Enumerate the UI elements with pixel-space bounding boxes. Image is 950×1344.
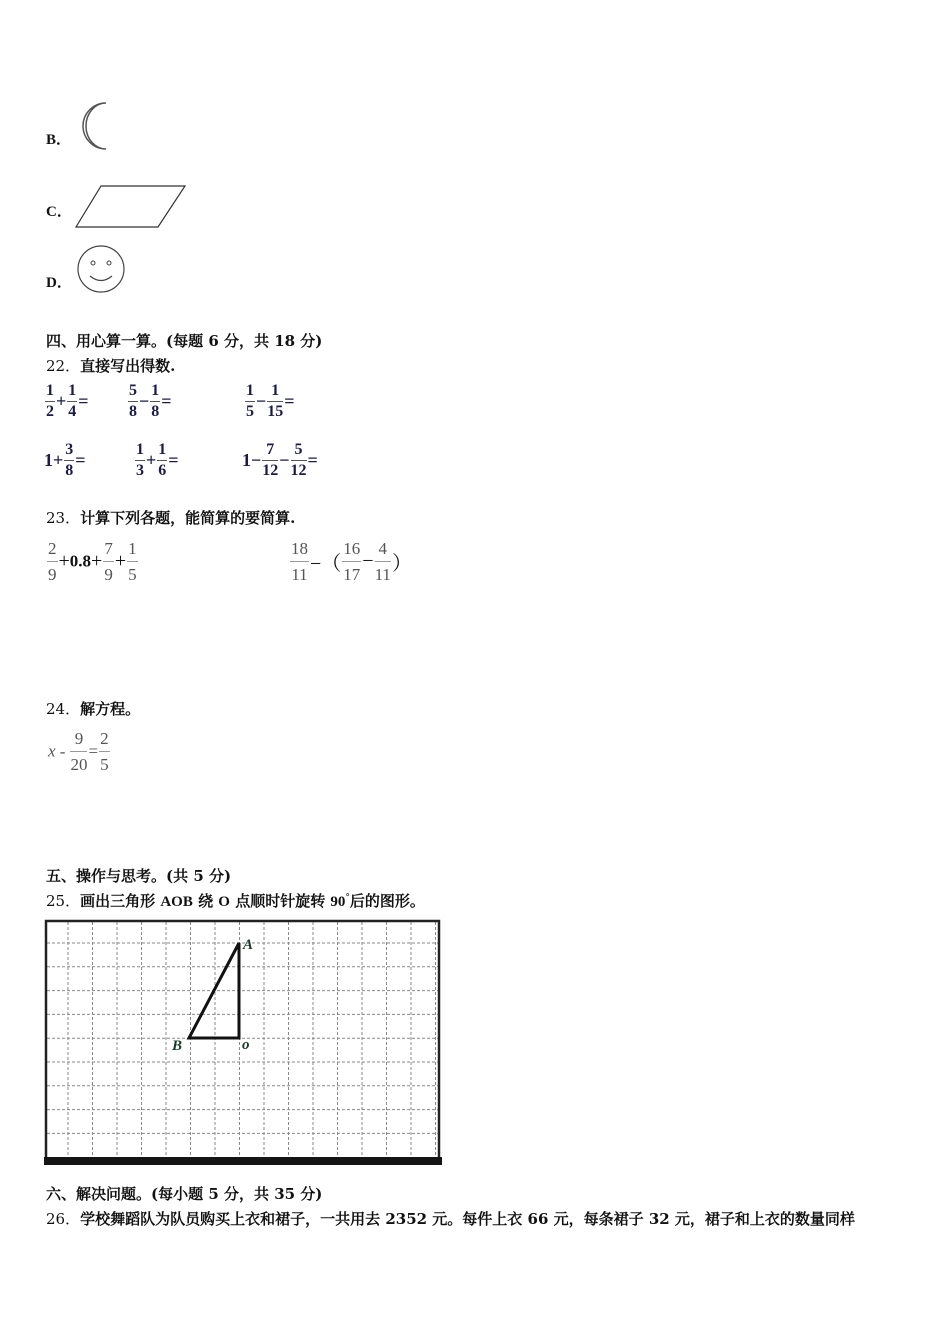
q22-expression-5: $\frac{1}{3}$ + $\frac{1}{6}$ = <box>136 441 179 479</box>
section-4-heading: 四、用心算一算。(每题 6 分，共 18 分) <box>46 332 323 350</box>
q22-expression-4: 1+ $\frac{3}{8}$ = <box>44 441 86 479</box>
moon-icon <box>74 100 114 152</box>
section-5-heading: 五、操作与思考。(共 5 分) <box>46 867 232 885</box>
question-title: 直接写出得数. <box>80 357 176 375</box>
q23-expression-1: $\frac{2}{9}$ +0.8+ $\frac{7}{9}$ + $\frac{1}{5}$ <box>48 539 137 584</box>
q22-expression-3: $\frac{1}{5}$ − $\frac{1}{15}$ = <box>246 382 295 420</box>
q22-expression-6: 1− $\frac{7}{12}$ − $\frac{5}{12}$ = <box>242 441 318 479</box>
q23-expression-2: $\frac{18}{11}$ −（ $\frac{16}{17}$ − $\frac{4}{11}$ ） <box>291 539 412 584</box>
section-6-heading: 六、解决问题。(每小题 5 分，共 35 分) <box>46 1185 323 1203</box>
question-22 <box>46 355 175 376</box>
question-number: 26． <box>46 1210 81 1228</box>
question-title: 解方程。 <box>80 700 141 718</box>
question-title: 计算下列各题，能简算的要简算. <box>80 509 296 527</box>
label-o: o <box>242 1037 250 1053</box>
question-number: 23． <box>46 509 81 527</box>
option-b-label: B． <box>46 132 72 148</box>
question-number: 22． <box>46 357 81 375</box>
rotation-grid-figure <box>44 919 442 1167</box>
triangle-aob <box>189 943 239 1038</box>
question-text: 学校舞蹈队为队员购买上衣和裙子，一共用去 2352 元。每件上衣 66 元，每条裙子 32 元，裙子和上衣的数量同样 <box>80 1210 855 1228</box>
q24-equation: x - $\frac{9}{20}$ = $\frac{2}{5}$ <box>48 729 109 774</box>
q22-expression-2: $\frac{5}{8}$ − $\frac{1}{8}$ = <box>129 382 172 420</box>
question-number: 24． <box>46 700 81 718</box>
option-d-label: D． <box>46 275 72 291</box>
question-23 <box>46 507 295 528</box>
smiley-face-icon <box>76 244 126 294</box>
parallelogram-icon <box>74 184 188 230</box>
question-25: 25．画出三角形 AOB 绕 O 点顺时针旋转 90°后的图形。 <box>46 892 425 910</box>
label-b: B <box>172 1038 183 1054</box>
question-26 <box>46 1208 855 1229</box>
q22-expression-1: $\frac{1}{2}$ + $\frac{1}{4}$ = <box>46 382 89 420</box>
question-number: 25． <box>46 892 81 910</box>
label-a: A <box>243 937 254 953</box>
question-24 <box>46 698 140 719</box>
option-c-label: C． <box>46 204 72 220</box>
